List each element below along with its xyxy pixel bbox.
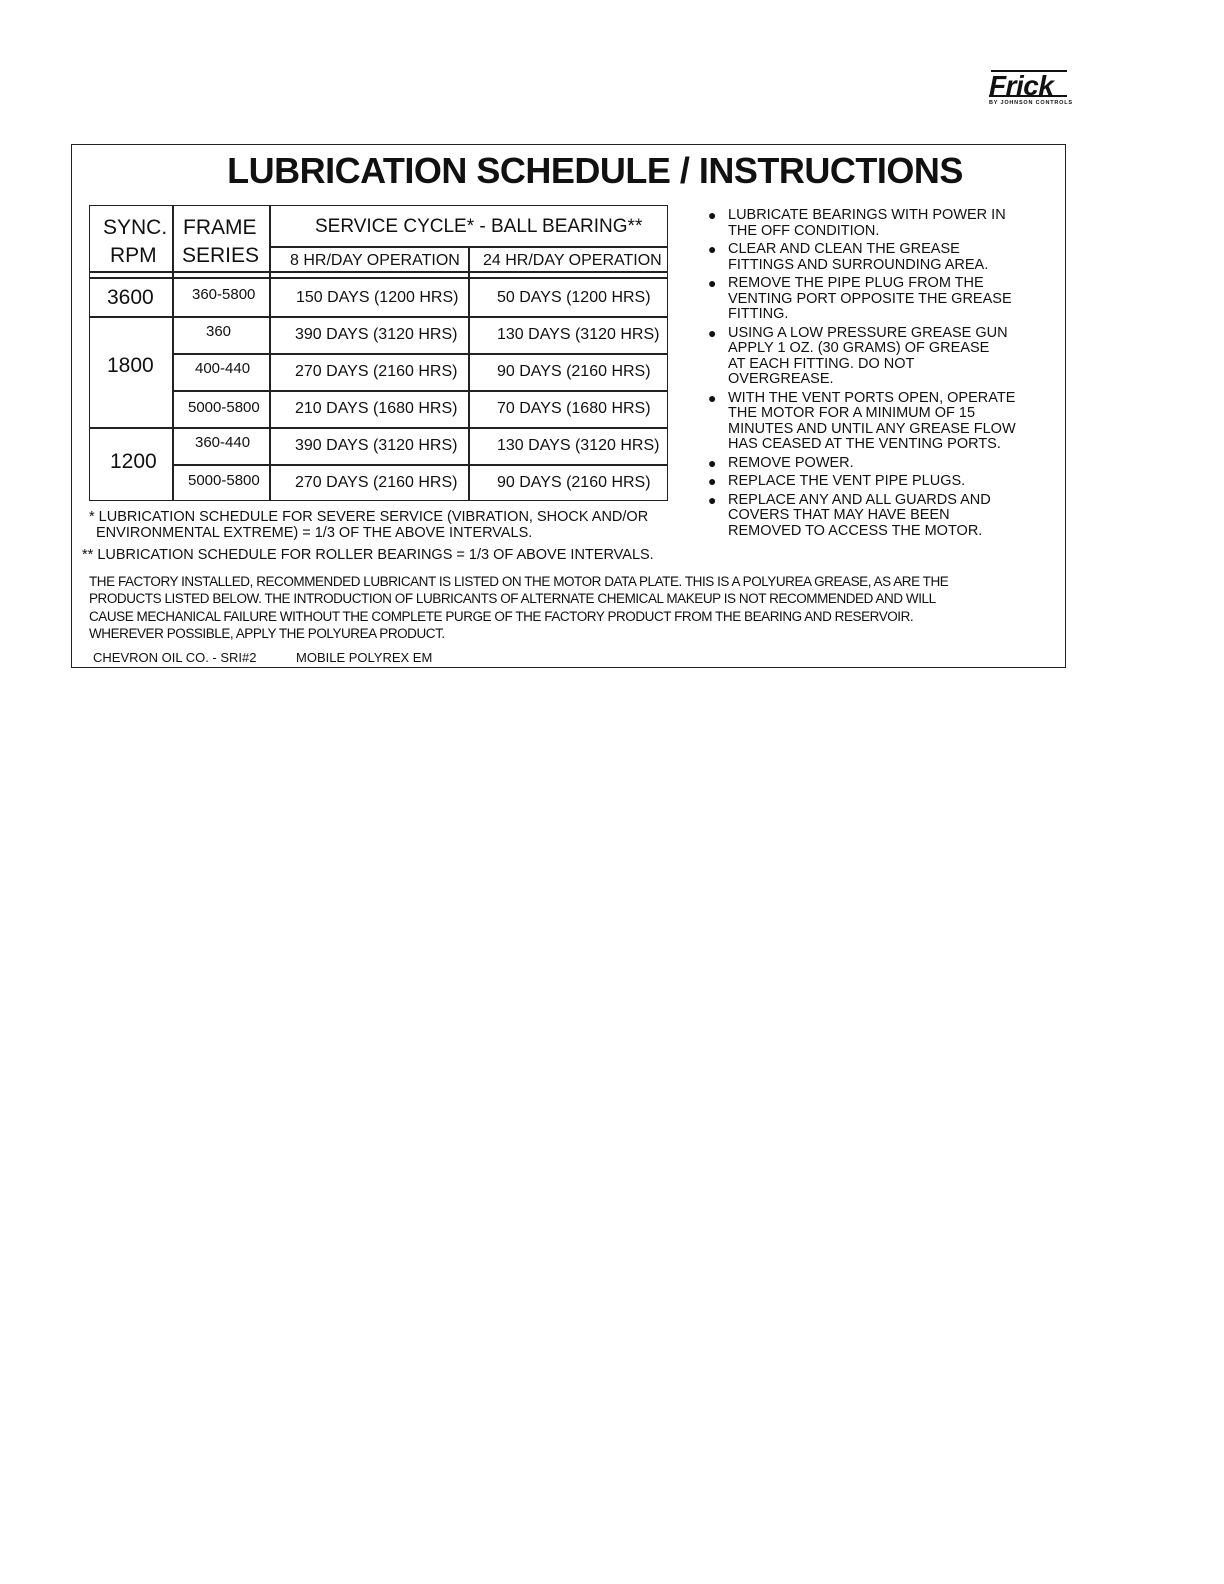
instruction-line: REMOVE POWER. (728, 454, 854, 471)
footnote-severe-line: ENVIRONMENTAL EXTREME) = 1/3 OF THE ABOVE INTERVALS. (96, 524, 533, 541)
hr24-cell: 130 DAYS (3120 HRS) (497, 326, 660, 343)
instruction-item (708, 276, 1058, 323)
header-frame: FRAME (183, 216, 257, 239)
bullet-icon: ● (708, 241, 717, 257)
footnote-severe (89, 510, 648, 541)
hr8-cell: 270 DAYS (2160 HRS) (295, 363, 458, 380)
hr8-cell: 270 DAYS (2160 HRS) (295, 474, 458, 491)
instruction-line: REMOVED TO ACCESS THE MOTOR. (728, 522, 983, 539)
frame-cell: 360-5800 (192, 286, 256, 303)
instruction-line: THE OFF CONDITION. (728, 222, 880, 239)
header-rpm: RPM (110, 244, 157, 267)
lubricant-mobile: MOBILE POLYREX EM (296, 650, 433, 665)
header-series: SERIES (182, 244, 260, 267)
hr24-cell: 90 DAYS (2160 HRS) (497, 363, 651, 380)
instruction-line: REMOVE THE PIPE PLUG FROM THE (728, 275, 984, 291)
hr8-cell: 390 DAYS (3120 HRS) (295, 437, 458, 454)
lubricant-chevron: CHEVRON OIL CO. - SRI#2 (93, 650, 257, 665)
instruction-item (708, 208, 1058, 239)
paragraph-line: THE FACTORY INSTALLED, RECOMMENDED LUBRICANT IS LISTED ON THE MOTOR DATA PLATE. THIS IS A POLYUREA GREASE, AS ARE THE (89, 574, 949, 589)
instruction-line: REPLACE ANY AND ALL GUARDS AND (728, 491, 991, 508)
hr24-cell: 50 DAYS (1200 HRS) (497, 289, 651, 306)
bullet-icon: ● (708, 454, 717, 471)
instruction-item (708, 456, 1058, 472)
logo-wordmark: Frick (989, 70, 1054, 101)
instructions-list (708, 208, 1058, 542)
instruction-line: CLEAR AND CLEAN THE GREASE (728, 241, 960, 257)
instruction-line: LUBRICATE BEARINGS WITH POWER IN (728, 207, 1006, 223)
header-service-cycle: SERVICE CYCLE* - BALL BEARING** (315, 216, 643, 237)
instruction-line: REPLACE THE VENT PIPE PLUGS. (728, 473, 966, 489)
lubricant-paragraph (89, 573, 1054, 642)
rpm-1800: 1800 (107, 354, 154, 377)
hr8-cell: 210 DAYS (1680 HRS) (295, 400, 458, 417)
instruction-line: HAS CEASED AT THE VENTING PORTS. (728, 436, 1001, 452)
frame-cell: 5000-5800 (188, 399, 260, 416)
paragraph-line: WHEREVER POSSIBLE, APPLY THE POLYUREA PRODUCT. (89, 625, 445, 641)
instruction-line: THE MOTOR FOR A MINIMUM OF 15 (728, 405, 976, 421)
schedule-table (89, 205, 668, 501)
instruction-line: APPLY 1 OZ. (30 GRAMS) OF GREASE (728, 340, 990, 356)
frame-cell: 5000-5800 (188, 472, 260, 489)
frame-cell: 400-440 (195, 360, 251, 377)
header-sync: SYNC. (103, 216, 168, 239)
bullet-icon: ● (708, 491, 717, 508)
instruction-line: USING A LOW PRESSURE GREASE GUN (728, 324, 1008, 341)
hr24-cell: 90 DAYS (2160 HRS) (497, 474, 651, 491)
bullet-icon: ● (708, 324, 717, 341)
hr24-cell: 70 DAYS (1680 HRS) (497, 400, 651, 417)
footnote-severe-line: * LUBRICATION SCHEDULE FOR SEVERE SERVICE (VIBRATION, SHOCK AND/OR (89, 509, 649, 525)
header-24hr: 24 HR/DAY OPERATION (483, 252, 662, 269)
rpm-1200: 1200 (110, 450, 157, 473)
page-title: LUBRICATION SCHEDULE / INSTRUCTIONS (227, 150, 963, 191)
header-8hr: 8 HR/DAY OPERATION (290, 252, 460, 269)
instruction-line: MINUTES AND UNTIL ANY GREASE FLOW (728, 420, 1016, 437)
instruction-item (708, 326, 1058, 388)
hr8-cell: 150 DAYS (1200 HRS) (296, 289, 459, 306)
paragraph-line: CAUSE MECHANICAL FAILURE WITHOUT THE COMPLETE PURGE OF THE FACTORY PRODUCT FROM THE BEARING AND RESERVOIR. (89, 608, 914, 624)
paragraph-line: PRODUCTS LISTED BELOW. THE INTRODUCTION OF LUBRICANTS OF ALTERNATE CHEMICAL MAKEUP IS NOT RECOMMENDED AND WILL (89, 591, 936, 607)
bullet-icon: ● (708, 473, 717, 489)
instruction-line: VENTING PORT OPPOSITE THE GREASE (728, 290, 1012, 307)
instruction-line: FITTING. (728, 306, 789, 322)
bullet-icon: ● (708, 389, 717, 406)
footnote-roller: ** LUBRICATION SCHEDULE FOR ROLLER BEARINGS = 1/3 OF ABOVE INTERVALS. (82, 547, 654, 563)
instruction-item (708, 474, 1058, 490)
instruction-line: OVERGREASE. (728, 371, 834, 387)
frick-logo (985, 68, 1073, 110)
instruction-line: AT EACH FITTING. DO NOT (728, 355, 915, 372)
hr24-cell: 130 DAYS (3120 HRS) (497, 437, 660, 454)
bullet-icon: ● (708, 207, 717, 223)
instruction-item (708, 391, 1058, 453)
hr8-cell: 390 DAYS (3120 HRS) (295, 326, 458, 343)
frame-cell: 360 (206, 323, 232, 340)
instruction-item (708, 242, 1058, 273)
instruction-line: FITTINGS AND SURROUNDING AREA. (728, 256, 989, 273)
instruction-item (708, 493, 1058, 540)
instruction-line: COVERS THAT MAY HAVE BEEN (728, 507, 950, 523)
instruction-line: WITH THE VENT PORTS OPEN, OPERATE (728, 389, 1016, 406)
logo-tagline: BY JOHNSON CONTROLS (989, 100, 1073, 106)
rpm-3600: 3600 (107, 286, 154, 309)
bullet-icon: ● (708, 275, 717, 291)
frame-cell: 360-440 (195, 434, 251, 451)
